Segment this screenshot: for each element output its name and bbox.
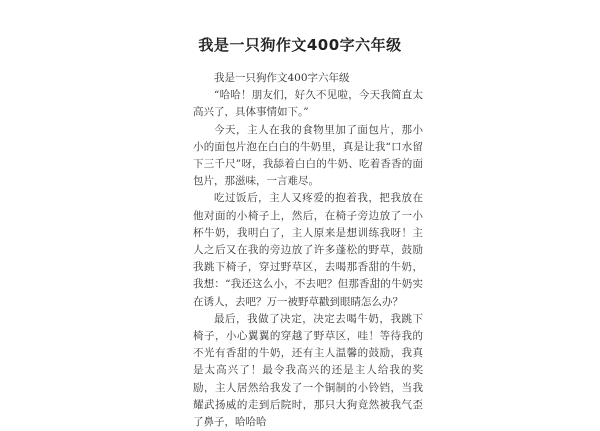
page-title: 我是一只狗作文400字六年级 — [198, 36, 402, 54]
article-paragraph: 吃过饭后，主人又疼爱的抱着我，把我放在他对面的小椅子上，然后，在椅子旁边放了一小杯牛奶，我明白了，主人原来是想训练我呀！主人之后又在我的旁边放了许多蓬松的野草，鼓励我跳下椅子，穿过野草区，去喝那香甜的牛奶，我想：“我还这么小，不去吧？但那香甜的牛奶实在诱人，去吧？万一被野草戳到眼睛怎么办？ — [193, 192, 423, 308]
article-subtitle: 我是一只狗作文400字六年级 — [214, 72, 350, 84]
article-paragraph: 今天，主人在我的食物里加了面包片，那小小的面包片泡在白白的牛奶里，真是让我“口水留下三千尺”呀，我舔着白白的牛奶、吃着香香的面包片，那滋味，一言难尽。 — [193, 123, 423, 188]
article-paragraph: 最后，我做了决定，决定去喝牛奶，我跳下椅子，小心翼翼的穿越了野草区，哇！等待我的不光有香甜的牛奶，还有主人温馨的鼓励，我真是太高兴了！最令我高兴的还是主人给我的奖励，主人居然给我发了一个铜制的小铃铛，当我耀武扬威的走到后院时，那只大狗竟然被我气歪了鼻子，哈哈哈 — [193, 312, 423, 429]
article-paragraph: “哈哈！朋友们，好久不见啦，今天我简直太高兴了，具体事情如下。” — [193, 89, 423, 119]
article-body — [193, 70, 423, 431]
